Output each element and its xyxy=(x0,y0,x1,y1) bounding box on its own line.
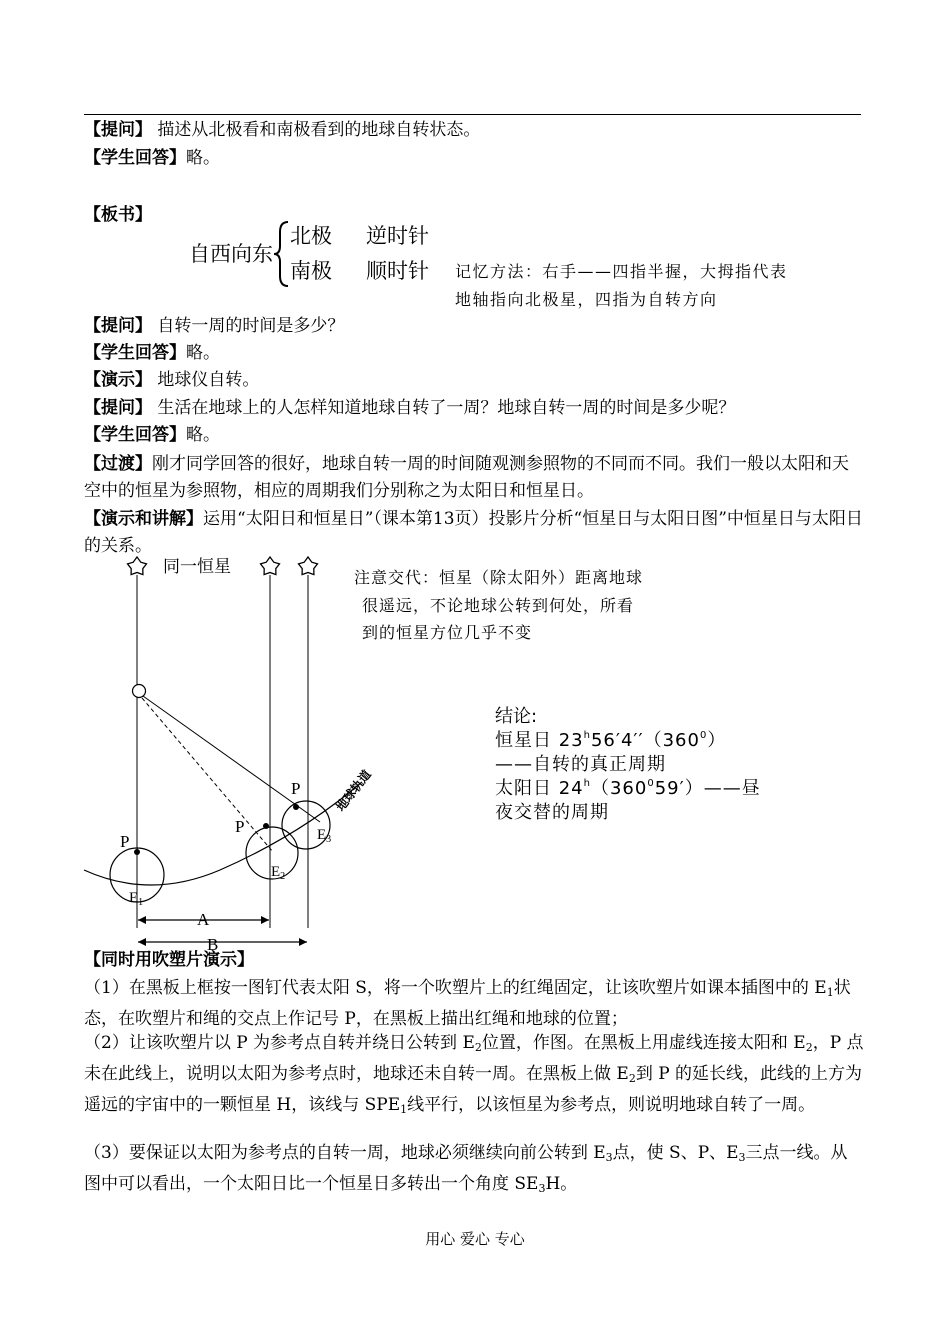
question-2: 【提问】 自转一周的时间是多少？ xyxy=(84,316,345,336)
board-brace xyxy=(272,218,292,290)
question-3: 【提问】 生活在地球上的人怎样知道地球自转了一周？地球自转一周的时间是多少呢？ xyxy=(84,398,736,418)
answer-text: 略。 xyxy=(186,148,220,168)
demo-1: 【演示】 地球仪自转。 xyxy=(84,370,260,390)
a-label: A xyxy=(197,910,210,929)
conclusion-sidereal-desc: ——自转的真正周期 xyxy=(495,754,666,775)
diagram-note-1: 注意交代：恒星（除太阳外）距离地球 xyxy=(354,568,644,587)
diagram-note-3: 到的恒星方位几乎不变 xyxy=(362,623,533,642)
e1-label: $E_1$ xyxy=(129,890,144,908)
step-3-paragraph: （3）要保证以太阳为参考点的自转一周，地球必须继续向前公转到 $E_3$点，使 S、P、$E_3$三点一线。从图中可以看出，一个太阳日比一个恒星日多转出一个角度 $SE_3H$。 xyxy=(84,1143,848,1195)
star-icon xyxy=(261,557,280,575)
answer-tag: 【学生回答】 xyxy=(84,148,186,168)
step-2-paragraph: （2）让该吹塑片以 P 为参考点自转并绕日公转到 $E_2$位置，作图。在黑板上用虚线连接太阳和 $E_2$，P 点未在此线上，说明以太阳为参考点时，地球还未自转一周。在黑板上做 $E_2$到 P 的延长线，此线的上方为遥远的宇宙中的一颗恒星 H，该线与 $SPE_1$线平行，以该恒星为参考点，则说明地球自转了一周。 xyxy=(84,1033,864,1116)
p-label-e2: P xyxy=(235,817,245,836)
question-1 xyxy=(84,118,480,142)
p-label-e3: P xyxy=(291,779,301,798)
board-main: 自西向东 xyxy=(189,242,273,266)
e3-label: $E_3$ xyxy=(317,827,332,845)
orbit-label: 地球轨道 xyxy=(333,767,374,814)
conclusion-sidereal: 恒星日 $23^h56'4''(360^0)$ xyxy=(495,730,727,751)
conclusion-solar-desc: 夜交替的周期 xyxy=(495,802,609,823)
page-footer: 用心 爱心 专心 xyxy=(425,1230,525,1248)
star-label: 同一恒星 xyxy=(163,557,231,576)
question-text: 描述从北极看和南极看到的地球自转状态。 xyxy=(157,120,481,140)
diagram-note-2: 很遥远，不论地球公转到何处，所看 xyxy=(362,596,635,615)
simulation-heading: 【同时用吹塑片演示】 xyxy=(84,950,254,970)
memory-note-line-2: 地轴指向北极星，四指为自转方向 xyxy=(455,290,718,309)
step-1-paragraph: （1）在黑板上框按一图钉代表太阳 S，将一个吹塑片上的红绳固定，让该吹塑片如课本插图中的 $E_1$状态，在吹塑片和绳的交点上作记号 P，在黑板上描出红绳和地球的位置； xyxy=(84,978,851,1029)
board-north: 北极 xyxy=(290,224,332,248)
memory-note-line-1: 记忆方法：右手——四指半握，大拇指代表 xyxy=(455,262,788,281)
answer-3: 【学生回答】略。 xyxy=(84,425,220,445)
demo-explain-paragraph: 【演示和讲解】运用“太阳日和恒星日”（课本第13页）投影片分析“恒星日与太阳日图”中恒星日与太阳日的关系。 xyxy=(84,509,863,556)
conclusion-solar: 太阳日 $24^h(360^059')——$昼 xyxy=(495,778,761,799)
star-icon xyxy=(299,557,318,575)
e2-label: $E_2$ xyxy=(271,864,286,882)
question-tag: 【提问】 xyxy=(84,120,152,140)
board-heading: 【板书】 xyxy=(84,205,152,225)
p-label-e1: P xyxy=(120,832,130,851)
board-south: 南极 xyxy=(290,259,332,283)
conclusion-title: 结论: xyxy=(495,706,538,727)
answer-2: 【学生回答】略。 xyxy=(84,343,220,363)
board-south-direction: 顺时针 xyxy=(366,259,429,283)
header-rule xyxy=(84,114,861,115)
board-north-direction: 逆时针 xyxy=(366,224,429,248)
b-label: B xyxy=(207,935,219,954)
transition-paragraph: 【过渡】刚才同学回答的很好，地球自转一周的时间随观测参照物的不同而不同。我们一般以太阳和天空中的恒星为参照物，相应的周期我们分别称之为太阳日和恒星日。 xyxy=(84,454,849,501)
answer-1 xyxy=(84,146,220,170)
sun-marker xyxy=(133,685,146,698)
star-icon xyxy=(128,557,147,575)
